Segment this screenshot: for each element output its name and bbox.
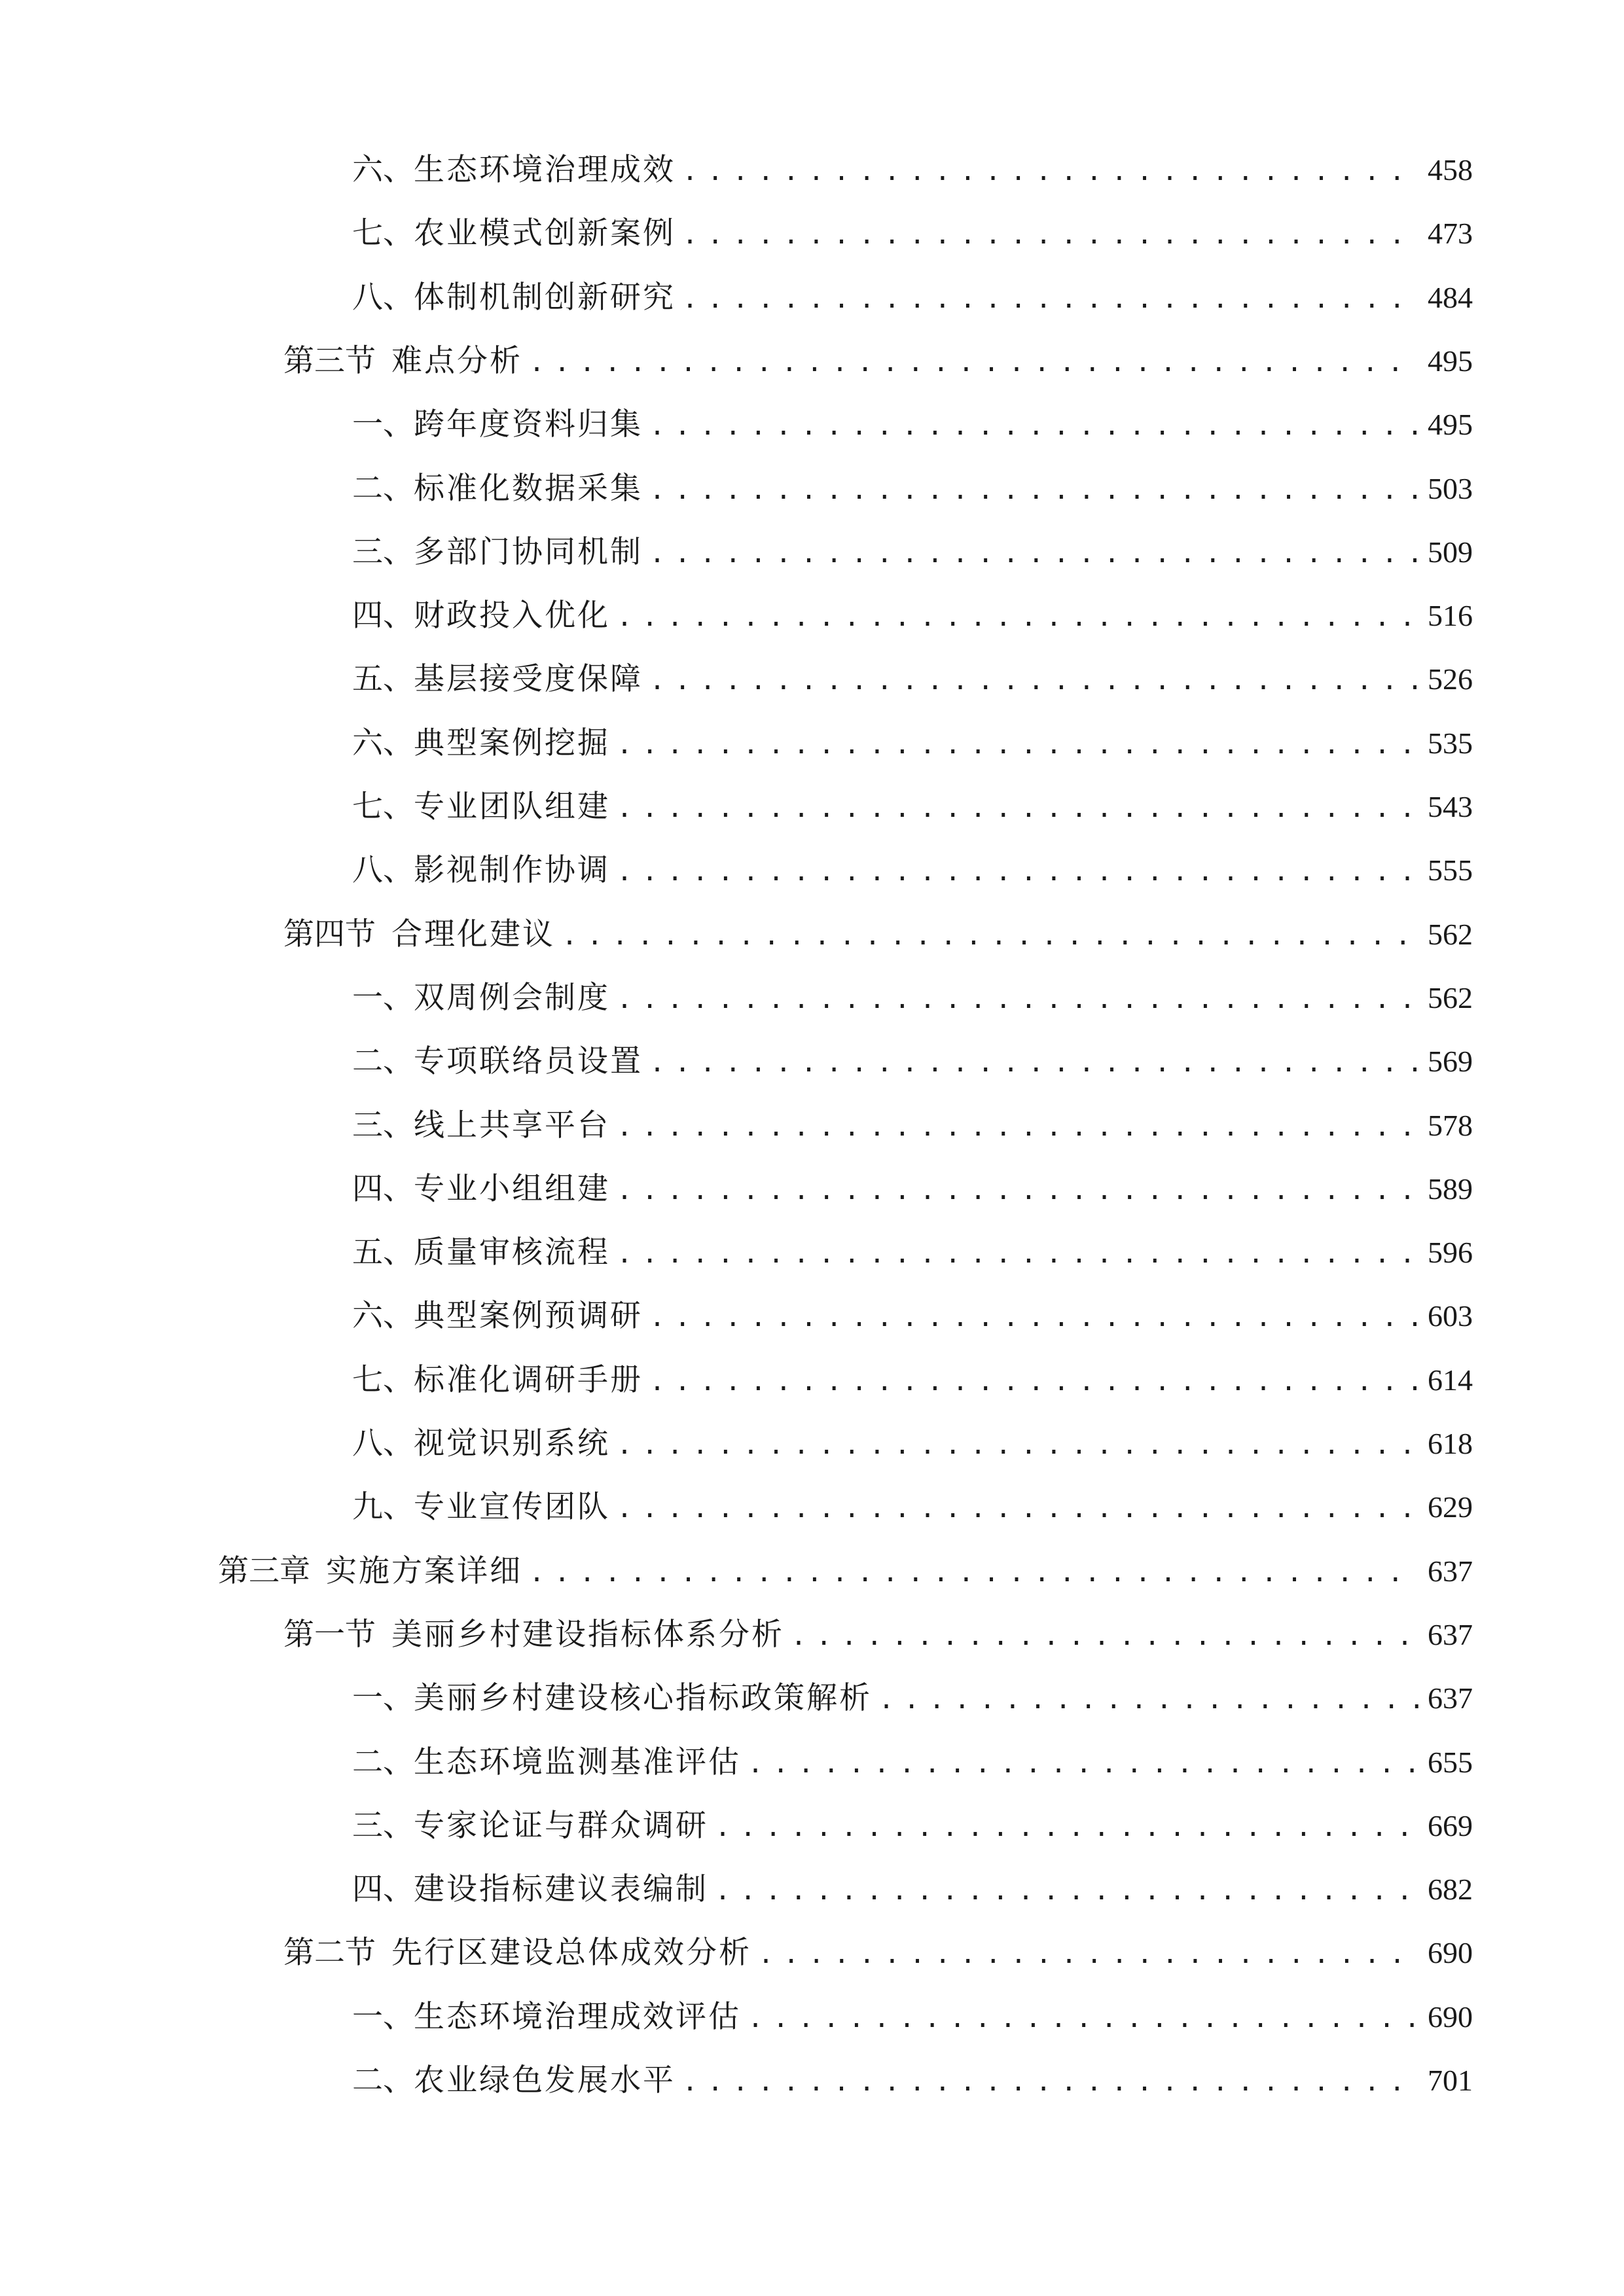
toc-entry-title: 典型案例预调研: [414, 1298, 643, 1335]
toc-entry-title: 农业模式创新案例: [414, 215, 676, 252]
toc-entry[interactable]: [283, 335, 1473, 387]
toc-entry-title: 质量审核流程: [414, 1234, 610, 1271]
toc-entry-title: 合理化建议: [391, 916, 555, 952]
toc-entry-number: 七、: [352, 215, 414, 252]
dot-leader: [748, 1992, 1418, 2045]
toc-entry-title: 基层接受度保障: [414, 661, 643, 698]
toc-entry-number: 三、: [352, 1107, 414, 1143]
toc-entry[interactable]: [352, 717, 1473, 770]
toc-entry-number: 六、: [352, 725, 414, 761]
toc-entry-number: 第三章: [218, 1552, 310, 1589]
toc-entry-number: 八、: [352, 1426, 414, 1462]
toc-entry[interactable]: [352, 526, 1473, 579]
toc-entry-title: 生态环境治理成效评估: [414, 1998, 741, 2035]
toc-entry-page-number: 637: [1428, 1554, 1473, 1588]
toc-entry-number: 第三节: [283, 342, 376, 379]
toc-entry-page-number: 690: [1428, 2000, 1473, 2034]
toc-entry-number: 七、: [352, 789, 414, 825]
toc-entry[interactable]: [352, 1991, 1473, 2043]
toc-entry-number: 八、: [352, 279, 414, 315]
toc-entry[interactable]: [283, 1609, 1473, 1661]
toc-entry-title: 专业小组组建: [414, 1170, 610, 1207]
toc-entry-title: 标准化数据采集: [414, 470, 643, 507]
toc-entry-title: 建设指标建议表编制: [414, 1871, 708, 1908]
dot-leader: [617, 1482, 1418, 1535]
toc-entry-number: 一、: [352, 979, 414, 1016]
toc-entry[interactable]: [352, 1227, 1473, 1279]
dot-leader: [617, 1101, 1418, 1153]
dot-leader: [649, 1355, 1418, 1408]
toc-entry-page-number: 629: [1428, 1490, 1473, 1524]
toc-entry-page-number: 603: [1428, 1299, 1473, 1333]
toc-entry-page-number: 543: [1428, 790, 1473, 823]
toc-entry-page-number: 495: [1428, 408, 1473, 442]
toc-entry-number: 一、: [352, 1998, 414, 2035]
toc-entry[interactable]: [352, 1672, 1473, 1725]
toc-entry[interactable]: [352, 1481, 1473, 1534]
toc-entry-title: 视觉识别系统: [414, 1426, 610, 1462]
toc-entry-number: 一、: [352, 1680, 414, 1717]
toc-entry-page-number: 596: [1428, 1236, 1473, 1270]
dot-leader: [617, 591, 1418, 643]
toc-entry-page-number: 535: [1428, 726, 1473, 760]
toc-entry-title: 实施方案详细: [326, 1552, 522, 1589]
toc-entry-title: 先行区建设总体成效分析: [391, 1935, 751, 1971]
toc-entry[interactable]: [352, 1800, 1473, 1852]
toc-entry-page-number: 655: [1428, 1745, 1473, 1779]
toc-entry-page-number: 589: [1428, 1172, 1473, 1206]
toc-entry-page-number: 569: [1428, 1045, 1473, 1079]
toc-entry-page-number: 578: [1428, 1108, 1473, 1142]
toc-entry-number: 二、: [352, 1043, 414, 1080]
toc-entry-title: 双周例会制度: [414, 979, 610, 1016]
toc-entry-page-number: 473: [1428, 217, 1473, 251]
dot-leader: [617, 1228, 1418, 1280]
toc-entry-number: 八、: [352, 852, 414, 889]
dot-leader: [617, 1164, 1418, 1217]
toc-entry-page-number: 516: [1428, 599, 1473, 633]
toc-entry-number: 第二节: [283, 1935, 376, 1971]
toc-entry-page-number: 682: [1428, 1873, 1473, 1907]
toc-entry-number: 一、: [352, 406, 414, 443]
toc-entry-number: 六、: [352, 152, 414, 188]
toc-entry-title: 生态环境监测基准评估: [414, 1744, 741, 1780]
toc-entry-number: 二、: [352, 2062, 414, 2098]
toc-entry-number: 二、: [352, 1744, 414, 1780]
toc-entry-page-number: 562: [1428, 980, 1473, 1014]
dot-leader: [529, 336, 1418, 389]
dot-leader: [682, 2056, 1418, 2108]
dot-leader: [878, 1674, 1418, 1726]
toc-entry-number: 五、: [352, 1234, 414, 1271]
toc-entry[interactable]: [352, 399, 1473, 451]
toc-entry-number: 九、: [352, 1489, 414, 1526]
dot-leader: [649, 1291, 1418, 1344]
toc-entry[interactable]: [283, 908, 1473, 961]
dot-leader: [649, 400, 1418, 452]
toc-entry-title: 专家论证与群众调研: [414, 1807, 708, 1844]
toc-entry[interactable]: [352, 1100, 1473, 1152]
toc-entry-title: 典型案例挖掘: [414, 725, 610, 761]
toc-entry[interactable]: [352, 1354, 1473, 1407]
toc-entry[interactable]: [352, 272, 1473, 324]
toc-entry[interactable]: [352, 1418, 1473, 1470]
toc-entry-number: 第四节: [283, 916, 376, 952]
toc-entry-page-number: 484: [1428, 280, 1473, 314]
toc-entry-page-number: 669: [1428, 1808, 1473, 1842]
dot-leader: [617, 846, 1418, 898]
toc-entry-page-number: 637: [1428, 1681, 1473, 1715]
toc-entry[interactable]: [352, 207, 1473, 260]
toc-entry-page-number: 458: [1428, 153, 1473, 187]
toc-entry[interactable]: [283, 1927, 1473, 1979]
dot-leader: [748, 1738, 1418, 1790]
toc-entry[interactable]: [352, 781, 1473, 833]
dot-leader: [682, 273, 1418, 325]
toc-entry-title: 线上共享平台: [414, 1107, 610, 1143]
toc-entry-page-number: 555: [1428, 853, 1473, 888]
toc-entry[interactable]: [352, 1863, 1473, 1916]
toc-entry[interactable]: [352, 844, 1473, 897]
toc-entry-title: 体制机制创新研究: [414, 279, 676, 315]
toc-entry-title: 影视制作协调: [414, 852, 610, 889]
toc-entry[interactable]: [352, 972, 1473, 1024]
dot-leader: [562, 910, 1418, 962]
toc-entry-title: 美丽乡村建设指标体系分析: [391, 1616, 784, 1653]
dot-leader: [715, 1865, 1418, 1917]
toc-entry-page-number: 526: [1428, 662, 1473, 696]
dot-leader: [649, 528, 1418, 580]
toc-entry-title: 生态环境治理成效: [414, 152, 676, 188]
toc-entry-title: 难点分析: [391, 342, 522, 379]
toc-entry-number: 四、: [352, 1871, 414, 1908]
toc-entry-title: 跨年度资料归集: [414, 406, 643, 443]
toc-entry-number: 六、: [352, 1298, 414, 1335]
toc-entry-title: 专业宣传团队: [414, 1489, 610, 1526]
toc-entry-number: 第一节: [283, 1616, 376, 1653]
toc-entry[interactable]: [352, 1035, 1473, 1088]
dot-leader: [617, 973, 1418, 1026]
toc-entry[interactable]: [352, 1163, 1473, 1215]
toc-entry-number: 七、: [352, 1361, 414, 1398]
dot-leader: [649, 464, 1418, 516]
dot-leader: [758, 1928, 1418, 1981]
dot-leader: [617, 719, 1418, 771]
dot-leader: [617, 782, 1418, 834]
toc-entry-page-number: 495: [1428, 344, 1473, 378]
dot-leader: [649, 655, 1418, 707]
toc-entry[interactable]: [352, 463, 1473, 515]
dot-leader: [529, 1547, 1418, 1599]
toc-entry-title: 标准化调研手册: [414, 1361, 643, 1398]
toc-entry[interactable]: [352, 1290, 1473, 1342]
dot-leader: [682, 209, 1418, 261]
toc-entry-title: 财政投入优化: [414, 598, 610, 634]
toc-entry-page-number: 614: [1428, 1363, 1473, 1397]
toc-entry-title: 专项联络员设置: [414, 1043, 643, 1080]
toc-entry-number: 二、: [352, 470, 414, 507]
toc-entry[interactable]: [352, 590, 1473, 642]
toc-entry-number: 三、: [352, 1807, 414, 1844]
toc-entry[interactable]: [352, 144, 1473, 196]
toc-entry[interactable]: [218, 1545, 1473, 1598]
toc-entry-page-number: 618: [1428, 1427, 1473, 1460]
toc-entry-title: 多部门协同机制: [414, 533, 643, 570]
toc-entry[interactable]: [352, 2054, 1473, 2107]
toc-entry-page-number: 701: [1428, 2064, 1473, 2097]
dot-leader: [649, 1037, 1418, 1089]
toc-entry-page-number: 562: [1428, 917, 1473, 951]
toc-entry-number: 三、: [352, 533, 414, 570]
toc-entry[interactable]: [352, 653, 1473, 706]
dot-leader: [791, 1610, 1418, 1662]
toc-entry-title: 美丽乡村建设核心指标政策解析: [414, 1680, 872, 1717]
toc-entry-title: 农业绿色发展水平: [414, 2062, 676, 2098]
toc-entry-page-number: 503: [1428, 471, 1473, 505]
dot-leader: [682, 145, 1418, 198]
toc-entry-number: 四、: [352, 1170, 414, 1207]
toc-entry-number: 五、: [352, 661, 414, 698]
toc-entry-number: 四、: [352, 598, 414, 634]
dot-leader: [617, 1419, 1418, 1471]
toc-entry[interactable]: [352, 1736, 1473, 1789]
toc-entry-page-number: 509: [1428, 535, 1473, 569]
toc-entry-title: 专业团队组建: [414, 789, 610, 825]
toc-entry-page-number: 690: [1428, 1936, 1473, 1970]
dot-leader: [715, 1801, 1418, 1854]
toc-entry-page-number: 637: [1428, 1617, 1473, 1651]
